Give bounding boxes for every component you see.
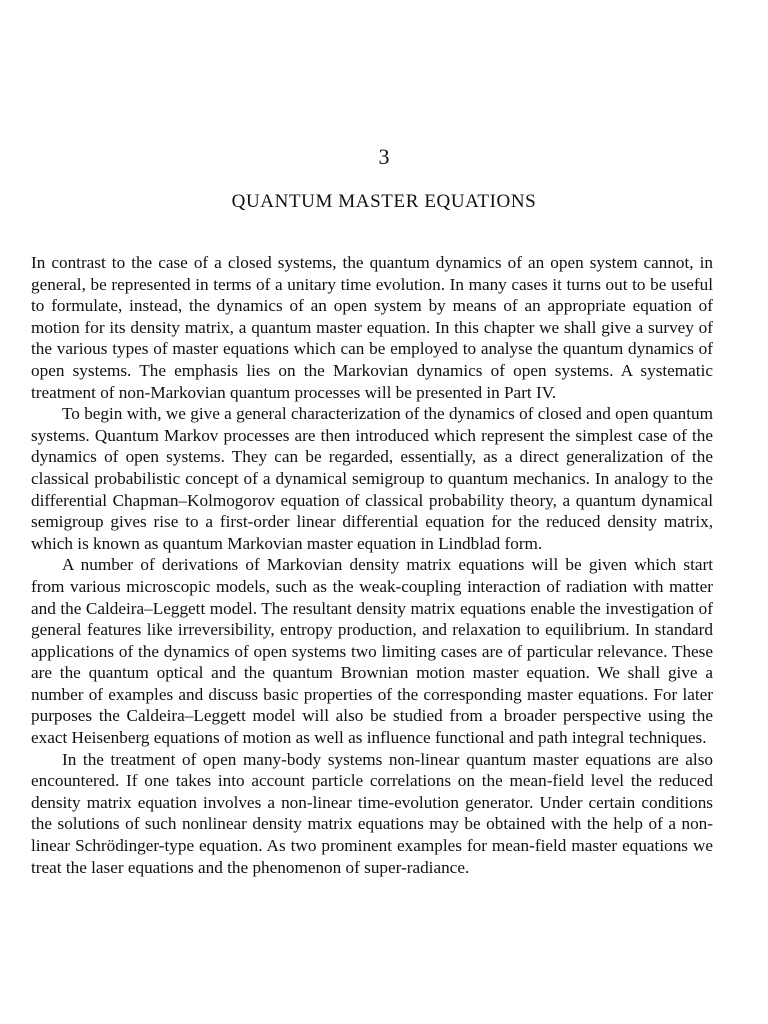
paragraph-2: To begin with, we give a general characterization of the dynamics of closed and open quantum systems. Quantum Markov processes are then introduced which represent the simplest case of the dynamics of open systems. They can be regarded, essentially, as a direct generalization of the classical probabilistic concept of a dynamical semigroup to quantum mechanics. In analogy to the differential Chapman–Kolmogorov equation of classical probability theory, a quantum dynamical semigroup gives rise to a first-order linear differential equation for the reduced density matrix, which is known as quantum Markovian master equation in Lindblad form. [31, 404, 713, 553]
chapter-intro-text [31, 252, 713, 878]
chapter-title: QUANTUM MASTER EQUATIONS [231, 191, 537, 212]
chapter-number: 3 [378, 144, 390, 169]
paragraph-1: In contrast to the case of a closed systems, the quantum dynamics of an open system cannot, in general, be represented in terms of a unitary time evolution. In many cases it turns out to be useful to formulate, instead, the dynamics of an open system by means of an appropriate equation of motion for its density matrix, a quantum master equation. In this chapter we shall give a survey of the various types of master equations which can be employed to analyse the quantum dynamics of open systems. The emphasis lies on the Markovian dynamics of open systems. A systematic treatment of non-Markovian quantum processes will be presented in Part IV. [31, 253, 713, 402]
paragraph-4: In the treatment of open many-body systems non-linear quantum master equations are also encountered. If one takes into account particle correlations on the mean-field level the reduced density matrix equation involves a non-linear time-evolution generator. Under certain conditions the solutions of such nonlinear density matrix equations may be obtained with the help of a non-linear Schrödinger-type equation. As two prominent examples for mean-field master equations we treat the laser equations and the phenomenon of super-radiance. [31, 749, 713, 877]
paragraph-3: A number of derivations of Markovian density matrix equations will be given which start from various microscopic models, such as the weak-coupling interaction of radiation with matter and the Caldeira–Leggett model. The resultant density matrix equations enable the investigation of general features like irreversibility, entropy production, and relaxation to equilibrium. In standard applications of the dynamics of open systems two limiting cases are of particular relevance. These are the quantum optical and the quantum Brownian motion master equation. We shall give a number of examples and discuss basic properties of the corresponding master equations. For later purposes the Caldeira–Leggett model will also be studied from a broader perspective using the exact Heisenberg equations of motion as well as influence functional and path integral techniques. [31, 555, 713, 748]
